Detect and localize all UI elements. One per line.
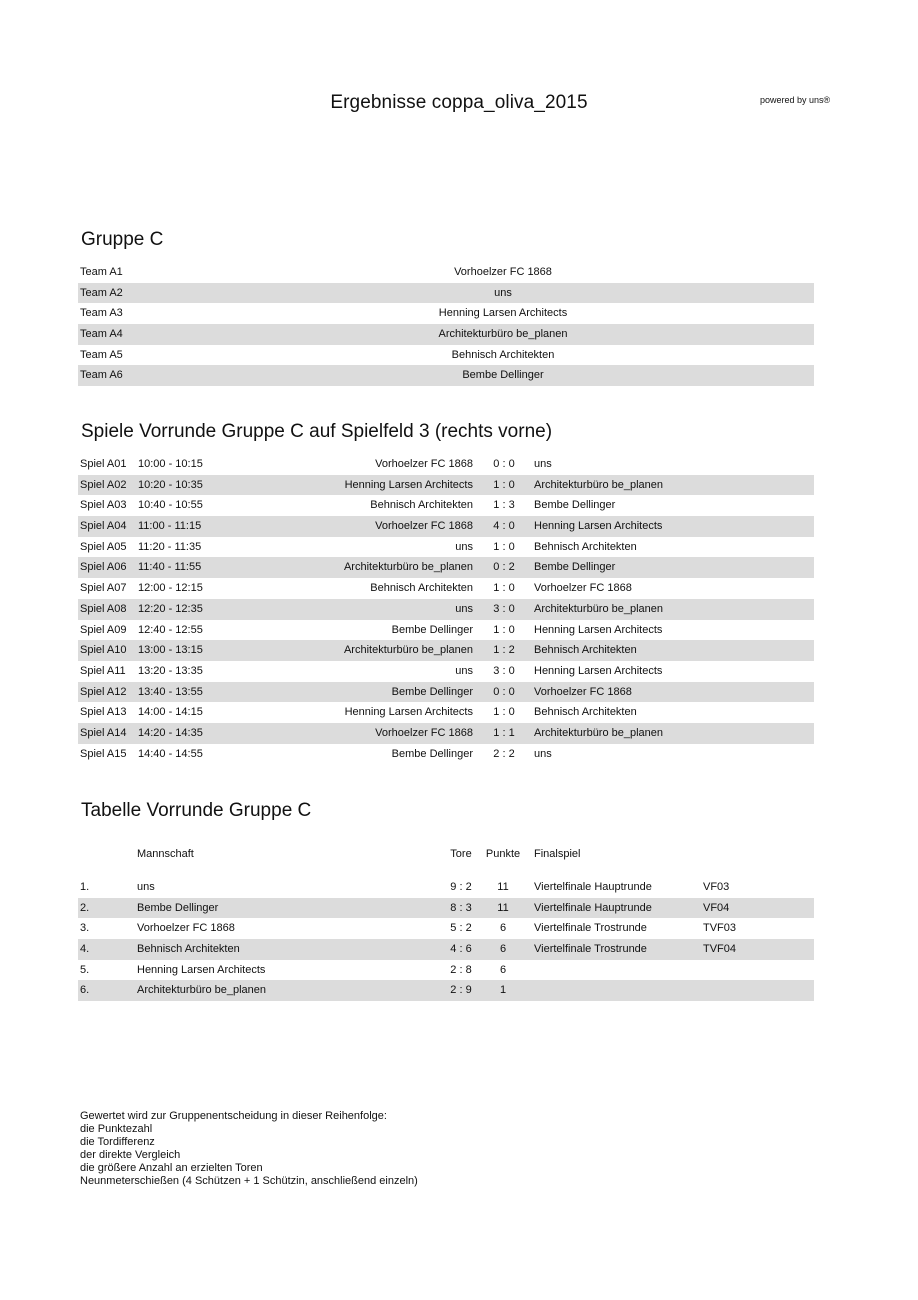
- powered-by-label: powered by uns®: [760, 95, 831, 105]
- group-team-table: [78, 262, 814, 386]
- column-header-final: Finalspiel: [534, 848, 581, 860]
- rank: 1.: [80, 881, 90, 893]
- home-team: uns: [455, 540, 473, 553]
- away-team: Behnisch Architekten: [534, 644, 637, 657]
- notes-intro: Gewertet wird zur Gruppenentscheidung in dieser Reihenfolge:: [80, 1110, 387, 1122]
- team-name: uns: [137, 881, 155, 893]
- away-team: Architekturbüro be_planen: [534, 602, 664, 615]
- game-id: Spiel A01: [80, 458, 127, 470]
- game-row: [78, 744, 814, 765]
- game-score: 4 : 0: [493, 520, 515, 533]
- points: 6: [499, 943, 507, 956]
- final-game: Viertelfinale Trostrunde: [534, 943, 647, 956]
- game-id: Spiel A09: [80, 623, 127, 636]
- group-heading: Gruppe C: [81, 229, 164, 250]
- game-time: 13:00 - 13:15: [138, 644, 203, 657]
- game-row: [78, 495, 814, 516]
- game-row: [78, 599, 814, 620]
- games-heading: Spiele Vorrunde Gruppe C auf Spielfeld 3 (rechts vorne): [81, 421, 553, 442]
- notes-item: der direkte Vergleich: [80, 1149, 181, 1161]
- final-code: VF03: [703, 881, 730, 893]
- team-row: [78, 262, 814, 283]
- goals: 8 : 3: [450, 901, 472, 914]
- standings-header: [78, 844, 814, 864]
- home-team: Bembe Dellinger: [391, 685, 473, 698]
- home-team: uns: [455, 664, 473, 677]
- rank: 4.: [80, 943, 90, 956]
- column-header-goals: Tore: [450, 848, 472, 860]
- game-id: Spiel A03: [80, 499, 127, 512]
- points: 11: [497, 901, 509, 914]
- goals: 4 : 6: [450, 943, 472, 956]
- game-id: Spiel A10: [80, 644, 127, 657]
- away-team: Vorhoelzer FC 1868: [534, 582, 632, 595]
- game-row: [78, 640, 814, 661]
- home-team: Behnisch Architekten: [370, 499, 473, 512]
- game-time: 12:40 - 12:55: [138, 623, 203, 636]
- game-id: Spiel A12: [80, 685, 127, 698]
- game-time: 10:20 - 10:35: [138, 478, 203, 491]
- home-team: uns: [455, 602, 473, 615]
- game-time: 11:00 - 11:15: [138, 520, 202, 533]
- team-name: uns: [494, 286, 512, 299]
- game-score: 0 : 0: [493, 458, 515, 470]
- notes-item: Neunmeterschießen (4 Schützen + 1 Schützin, anschließend einzeln): [80, 1175, 418, 1187]
- column-header-team: Mannschaft: [137, 848, 194, 860]
- rank: 2.: [80, 901, 90, 914]
- game-score: 3 : 0: [493, 602, 515, 615]
- team-id: Team A3: [80, 307, 123, 320]
- away-team: uns: [534, 747, 552, 760]
- notes-item: die größere Anzahl an erzielten Toren: [80, 1162, 263, 1174]
- team-row: [78, 365, 814, 386]
- team-name: Vorhoelzer FC 1868: [454, 266, 552, 278]
- game-score: 1 : 0: [493, 706, 515, 719]
- game-row: [78, 723, 814, 744]
- away-team: Bembe Dellinger: [534, 561, 616, 574]
- away-team: Henning Larsen Architects: [534, 664, 663, 677]
- game-time: 10:00 - 10:15: [138, 458, 203, 470]
- game-score: 1 : 2: [493, 644, 515, 657]
- game-row: [78, 557, 814, 578]
- team-id: Team A6: [80, 369, 123, 382]
- standings-table: [78, 877, 814, 1001]
- game-id: Spiel A07: [80, 582, 127, 595]
- game-time: 11:40 - 11:55: [138, 561, 202, 574]
- team-name: Architekturbüro be_planen: [438, 328, 568, 341]
- game-id: Spiel A04: [80, 520, 127, 533]
- game-row: [78, 475, 814, 496]
- home-team: Vorhoelzer FC 1868: [375, 458, 473, 470]
- standings-row: [78, 898, 814, 919]
- standings-row: [78, 918, 814, 939]
- game-time: 10:40 - 10:55: [138, 499, 203, 512]
- game-id: Spiel A15: [80, 747, 127, 760]
- home-team: Bembe Dellinger: [391, 623, 473, 636]
- final-game: Viertelfinale Trostrunde: [534, 922, 647, 935]
- standings-row: [78, 939, 814, 960]
- standings-heading: Tabelle Vorrunde Gruppe C: [81, 800, 312, 821]
- home-team: Behnisch Architekten: [370, 582, 473, 595]
- game-score: 3 : 0: [493, 664, 515, 677]
- game-time: 13:20 - 13:35: [138, 664, 203, 677]
- game-score: 1 : 1: [493, 726, 515, 739]
- away-team: Behnisch Architekten: [534, 706, 637, 719]
- away-team: Vorhoelzer FC 1868: [534, 685, 632, 698]
- team-row: [78, 283, 814, 304]
- team-name: Henning Larsen Architects: [137, 963, 266, 976]
- game-id: Spiel A02: [80, 478, 127, 491]
- team-row: [78, 303, 814, 324]
- points: 11: [497, 881, 509, 893]
- team-name: Vorhoelzer FC 1868: [137, 922, 235, 935]
- notes-item: die Punktezahl: [80, 1123, 153, 1135]
- game-time: 14:00 - 14:15: [138, 706, 203, 719]
- notes-item: die Tordifferenz: [80, 1136, 155, 1148]
- game-score: 2 : 2: [493, 747, 515, 760]
- goals: 2 : 9: [450, 984, 472, 997]
- game-row: [78, 454, 814, 475]
- team-id: Team A4: [80, 328, 123, 341]
- game-time: 12:20 - 12:35: [138, 602, 203, 615]
- home-team: Architekturbüro be_planen: [343, 561, 473, 574]
- standings-row: [78, 980, 814, 1001]
- home-team: Vorhoelzer FC 1868: [375, 726, 473, 739]
- game-time: 12:00 - 12:15: [138, 582, 203, 595]
- final-code: TVF04: [703, 943, 737, 956]
- game-score: 1 : 0: [493, 540, 515, 553]
- game-time: 14:40 - 14:55: [138, 747, 203, 760]
- team-id: Team A2: [80, 286, 123, 299]
- home-team: Bembe Dellinger: [391, 747, 473, 760]
- away-team: Architekturbüro be_planen: [534, 726, 664, 739]
- team-name: Bembe Dellinger: [137, 901, 219, 914]
- home-team: Henning Larsen Architects: [344, 706, 473, 719]
- standings-row: [78, 877, 814, 898]
- home-team: Vorhoelzer FC 1868: [375, 520, 473, 533]
- team-row: [78, 345, 814, 366]
- away-team: Bembe Dellinger: [534, 499, 616, 512]
- page-title: Ergebnisse coppa_oliva_2015: [330, 92, 588, 113]
- away-team: Henning Larsen Architects: [534, 520, 663, 533]
- team-row: [78, 324, 814, 345]
- game-id: Spiel A14: [80, 726, 127, 739]
- points: 6: [499, 922, 507, 935]
- final-code: VF04: [703, 901, 730, 914]
- tiebreak-notes: [80, 1110, 418, 1188]
- team-id: Team A1: [80, 266, 123, 278]
- home-team: Henning Larsen Architects: [344, 478, 473, 491]
- final-game: Viertelfinale Hauptrunde: [534, 881, 652, 893]
- game-row: [78, 578, 814, 599]
- home-team: Architekturbüro be_planen: [343, 644, 473, 657]
- standings-row: [78, 960, 814, 981]
- goals: 5 : 2: [450, 922, 472, 935]
- final-game: Viertelfinale Hauptrunde: [534, 901, 652, 914]
- game-score: 1 : 0: [493, 623, 515, 636]
- team-name: Bembe Dellinger: [462, 369, 544, 382]
- points: 6: [499, 963, 507, 976]
- game-row: [78, 537, 814, 558]
- game-score: 0 : 0: [493, 685, 515, 698]
- final-code: TVF03: [703, 922, 737, 935]
- game-row: [78, 661, 814, 682]
- game-id: Spiel A05: [80, 540, 127, 553]
- game-row: [78, 516, 814, 537]
- game-time: 14:20 - 14:35: [138, 726, 203, 739]
- game-id: Spiel A13: [80, 706, 127, 719]
- rank: 3.: [80, 922, 90, 935]
- game-id: Spiel A08: [80, 602, 127, 615]
- team-id: Team A5: [80, 348, 123, 361]
- game-score: 1 : 3: [493, 499, 515, 512]
- team-name: Behnisch Architekten: [451, 348, 555, 361]
- away-team: uns: [534, 458, 552, 470]
- away-team: Behnisch Architekten: [534, 540, 637, 553]
- standings-header-row: [78, 844, 814, 864]
- team-name: Behnisch Architekten: [137, 943, 240, 956]
- game-row: [78, 682, 814, 703]
- game-score: 1 : 0: [493, 478, 515, 491]
- goals: 9 : 2: [450, 881, 472, 893]
- rank: 5.: [80, 963, 90, 976]
- game-score: 1 : 0: [493, 582, 515, 595]
- team-name: Henning Larsen Architects: [438, 307, 568, 320]
- game-id: Spiel A11: [80, 664, 126, 677]
- column-header-points: Punkte: [485, 848, 521, 860]
- goals: 2 : 8: [450, 963, 472, 976]
- game-score: 0 : 2: [493, 561, 515, 574]
- game-row: [78, 702, 814, 723]
- games-table: [78, 454, 814, 764]
- away-team: Architekturbüro be_planen: [534, 478, 664, 491]
- game-time: 13:40 - 13:55: [138, 685, 203, 698]
- rank: 6.: [80, 984, 90, 997]
- team-name: Architekturbüro be_planen: [137, 984, 267, 997]
- game-time: 11:20 - 11:35: [138, 540, 202, 553]
- game-id: Spiel A06: [80, 561, 127, 574]
- away-team: Henning Larsen Architects: [534, 623, 663, 636]
- points: 1: [499, 984, 507, 997]
- game-row: [78, 620, 814, 641]
